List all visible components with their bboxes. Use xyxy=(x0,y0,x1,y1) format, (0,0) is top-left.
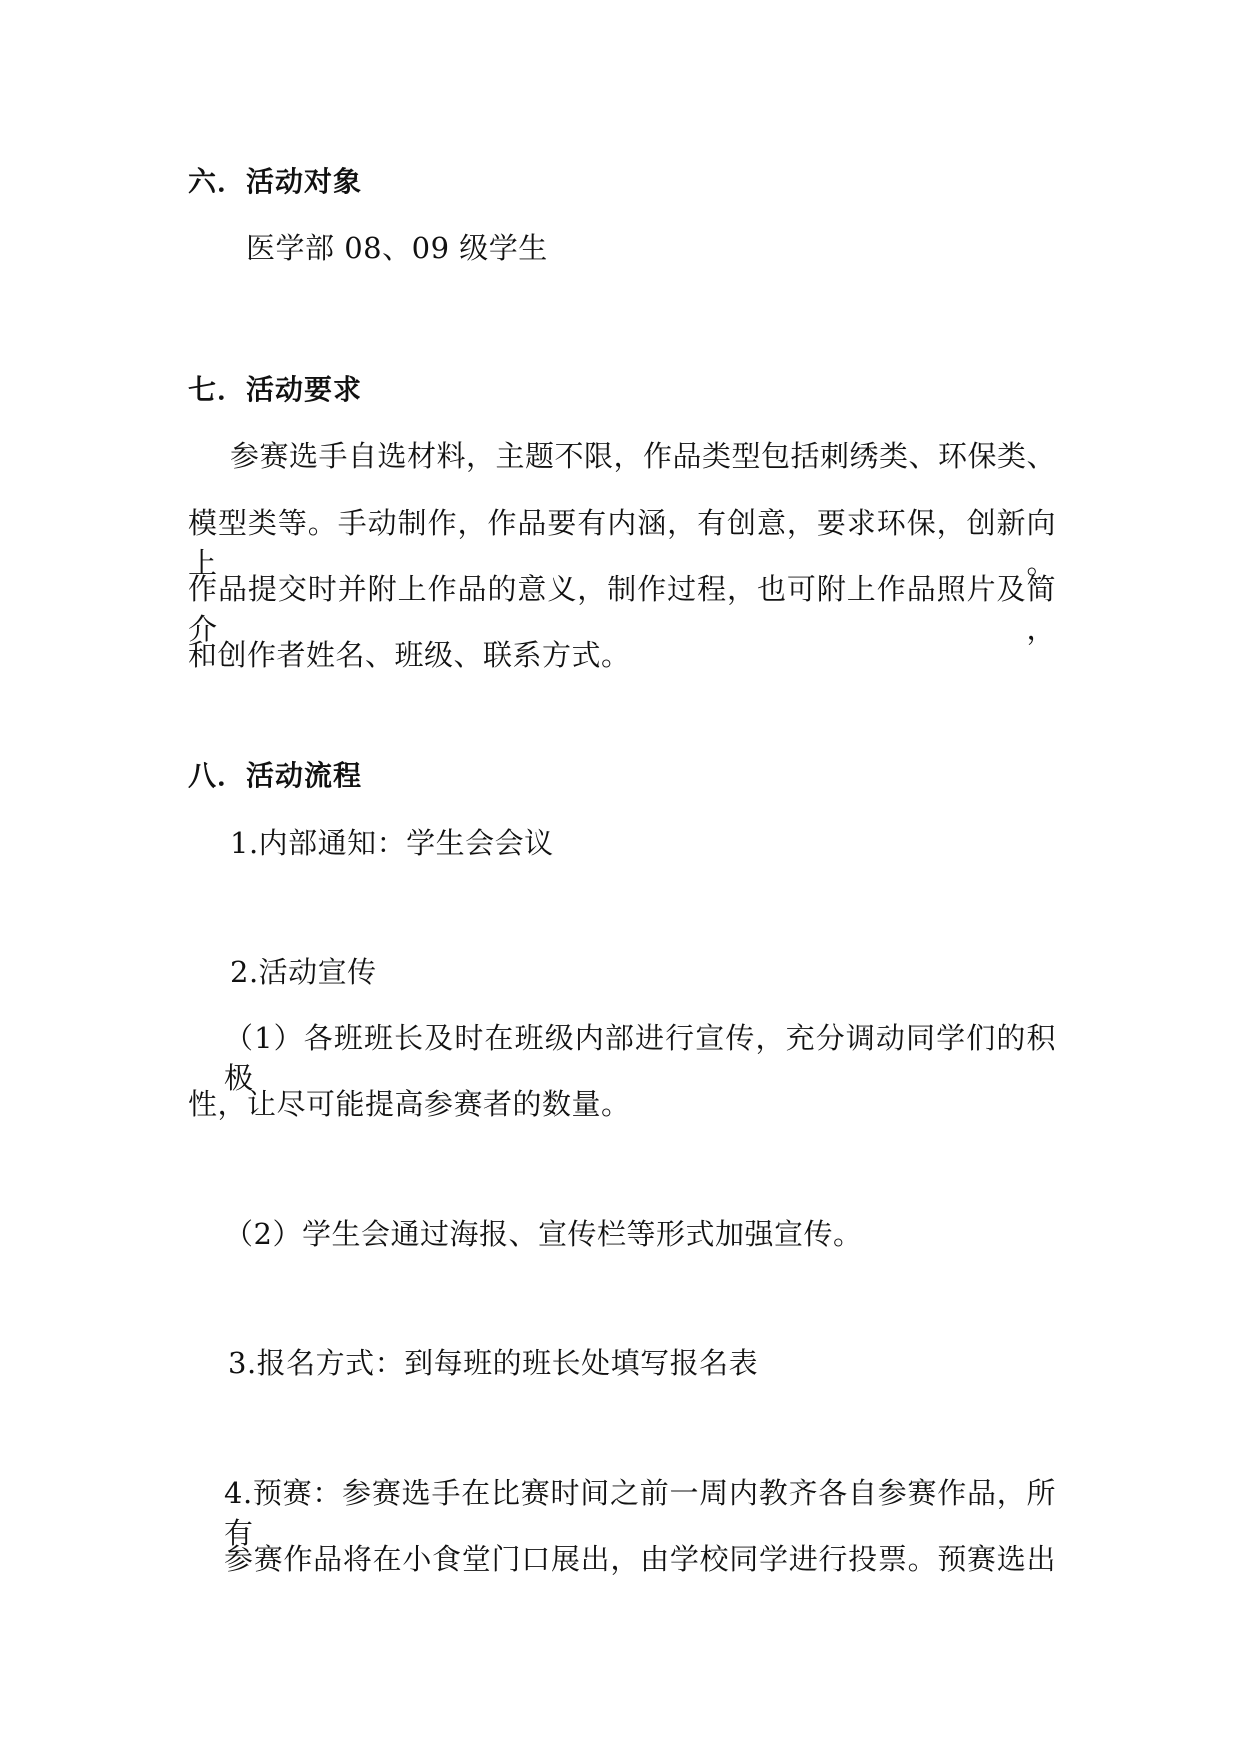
section-eight-heading: 八．活动流程 xyxy=(188,759,363,792)
step-2-title: 2.活动宣传 xyxy=(230,955,377,989)
section-seven-line-1: 参赛选手自选材料，主题不限，作品类型包括刺绣类、环保类、 xyxy=(230,439,1057,473)
section-seven-line-4: 和创作者姓名、班级、联系方式。 xyxy=(188,638,631,672)
section-seven-line-2: 模型类等。手动制作，作品要有内涵，有创意，要求环保，创新向上。 xyxy=(188,506,1056,580)
step-2-item-1-line-2: 性，让尽可能提高参赛者的数量。 xyxy=(188,1087,631,1121)
step-4-line-2: 参赛作品将在小食堂门口展出，由学校同学进行投票。预赛选出 xyxy=(224,1542,1056,1576)
step-3-registration: 3.报名方式：到每班的班长处填写报名表 xyxy=(228,1346,759,1380)
step-2-item-1-line-1: （1）各班班长及时在班级内部进行宣传，充分调动同学们的积极 xyxy=(224,1021,1056,1095)
section-six-heading: 六．活动对象 xyxy=(188,165,363,198)
step-1-internal-notice: 1.内部通知：学生会会议 xyxy=(230,826,554,860)
step-4-line-1: 4.预赛：参赛选手在比赛时间之前一周内教齐各自参赛作品，所有 xyxy=(224,1476,1056,1550)
step-2-item-2: （2）学生会通过海报、宣传栏等形式加强宣传。 xyxy=(224,1217,863,1251)
section-seven-line-3: 作品提交时并附上作品的意义，制作过程，也可附上作品照片及简介， xyxy=(188,572,1056,646)
section-seven-heading: 七．活动要求 xyxy=(188,373,363,406)
section-six-body: 医学部 08、09 级学生 xyxy=(246,231,548,265)
